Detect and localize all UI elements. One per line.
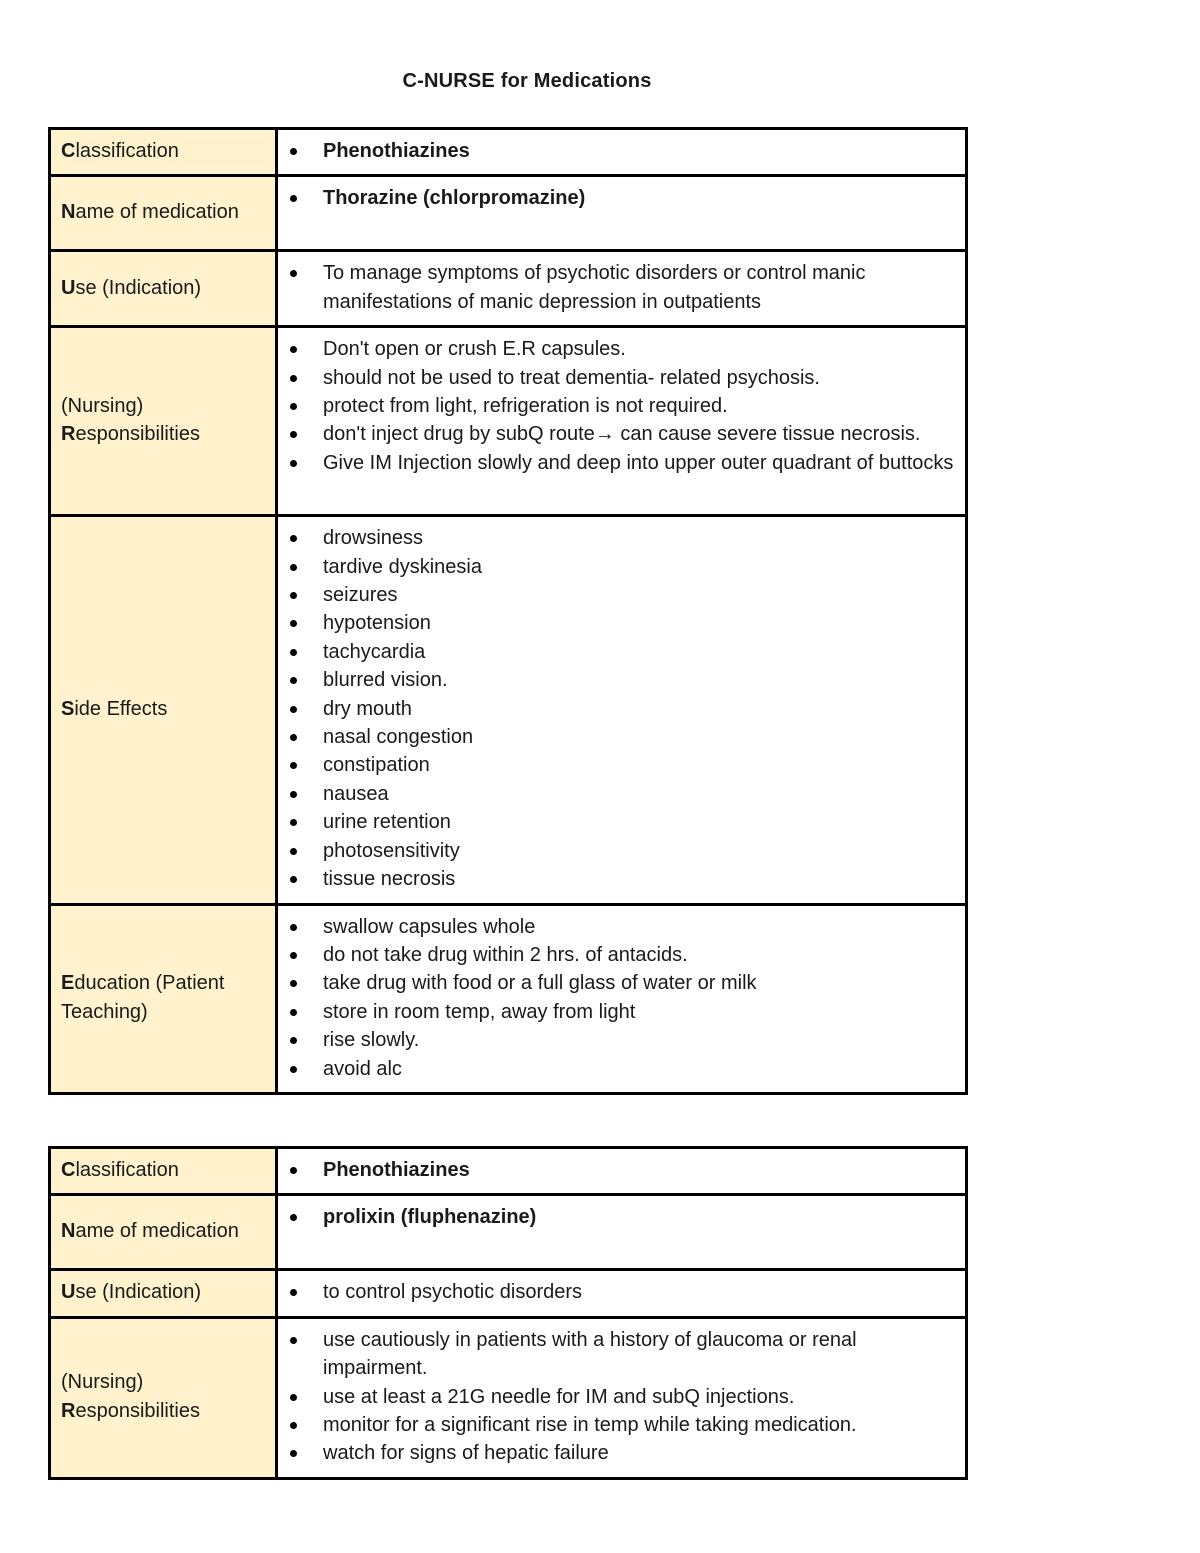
label-name-of-medication: Name of medication — [50, 1195, 277, 1270]
list-item: photosensitivity — [278, 837, 955, 865]
label-use-indication: Use (Indication) — [50, 1270, 277, 1317]
list-item: urine retention — [278, 808, 955, 836]
label-side-effects: Side Effects — [50, 516, 277, 904]
label-use-indication: Use (Indication) — [50, 251, 277, 327]
label-education-patient-teaching: Education (Patient Teaching) — [50, 904, 277, 1093]
list-item: seizures — [278, 581, 955, 609]
list-item: don't inject drug by subQ route→ can cause severe tissue necrosis. — [278, 420, 955, 448]
list-item: tachycardia — [278, 638, 955, 666]
list-item: monitor for a significant rise in temp while taking medication. — [278, 1411, 955, 1439]
label-name-of-medication: Name of medication — [50, 176, 277, 251]
value-name-of-medication — [277, 1195, 967, 1270]
list-item: prolixin (fluphenazine) — [278, 1203, 955, 1231]
list-item: avoid alc — [278, 1055, 955, 1083]
value-nursing-responsibilities — [277, 327, 967, 516]
list-item: protect from light, refrigeration is not required. — [278, 392, 955, 420]
list-item: Don't open or crush E.R capsules. — [278, 335, 955, 363]
list-item: use cautiously in patients with a history of glaucoma or renal impairment. — [278, 1326, 955, 1383]
value-nursing-responsibilities — [277, 1317, 967, 1478]
list-item: take drug with food or a full glass of water or milk — [278, 969, 955, 997]
list-item: rise slowly. — [278, 1026, 955, 1054]
list-item: should not be used to treat dementia- related psychosis. — [278, 364, 955, 392]
document-title: C-NURSE for Medications — [402, 70, 652, 92]
list-item: Phenothiazines — [278, 1156, 955, 1184]
value-name-of-medication — [277, 176, 967, 251]
list-item: Thorazine (chlorpromazine) — [278, 184, 955, 212]
label-nursing-responsibilities: (Nursing) Responsibilities — [50, 327, 277, 516]
list-item: blurred vision. — [278, 666, 955, 694]
list-item: drowsiness — [278, 524, 955, 552]
value-use-indication — [277, 1270, 967, 1317]
value-classification — [277, 1148, 967, 1195]
list-item: tissue necrosis — [278, 865, 955, 893]
value-classification — [277, 129, 967, 176]
label-classification: Classification — [50, 129, 277, 176]
list-item: nasal congestion — [278, 723, 955, 751]
list-item: tardive dyskinesia — [278, 553, 955, 581]
list-item: dry mouth — [278, 695, 955, 723]
medication-table-thorazine — [48, 127, 968, 1095]
label-nursing-responsibilities: (Nursing) Responsibilities — [50, 1317, 277, 1478]
list-item: To manage symptoms of psychotic disorders or control manic manifestations of manic depression in outpatients — [278, 259, 955, 316]
medication-table-prolixin — [48, 1146, 968, 1480]
list-item: swallow capsules whole — [278, 913, 955, 941]
label-classification: Classification — [50, 1148, 277, 1195]
list-item: constipation — [278, 751, 955, 779]
list-item: store in room temp, away from light — [278, 998, 955, 1026]
list-item: nausea — [278, 780, 955, 808]
list-item: to control psychotic disorders — [278, 1278, 955, 1306]
list-item: use at least a 21G needle for IM and subQ injections. — [278, 1383, 955, 1411]
list-item: hypotension — [278, 609, 955, 637]
list-item: Give IM Injection slowly and deep into upper outer quadrant of buttocks — [278, 449, 955, 477]
value-side-effects — [277, 516, 967, 904]
list-item: do not take drug within 2 hrs. of antacids. — [278, 941, 955, 969]
value-education-patient-teaching — [277, 904, 967, 1093]
list-item: Phenothiazines — [278, 137, 955, 165]
value-use-indication — [277, 251, 967, 327]
list-item: watch for signs of hepatic failure — [278, 1439, 955, 1467]
